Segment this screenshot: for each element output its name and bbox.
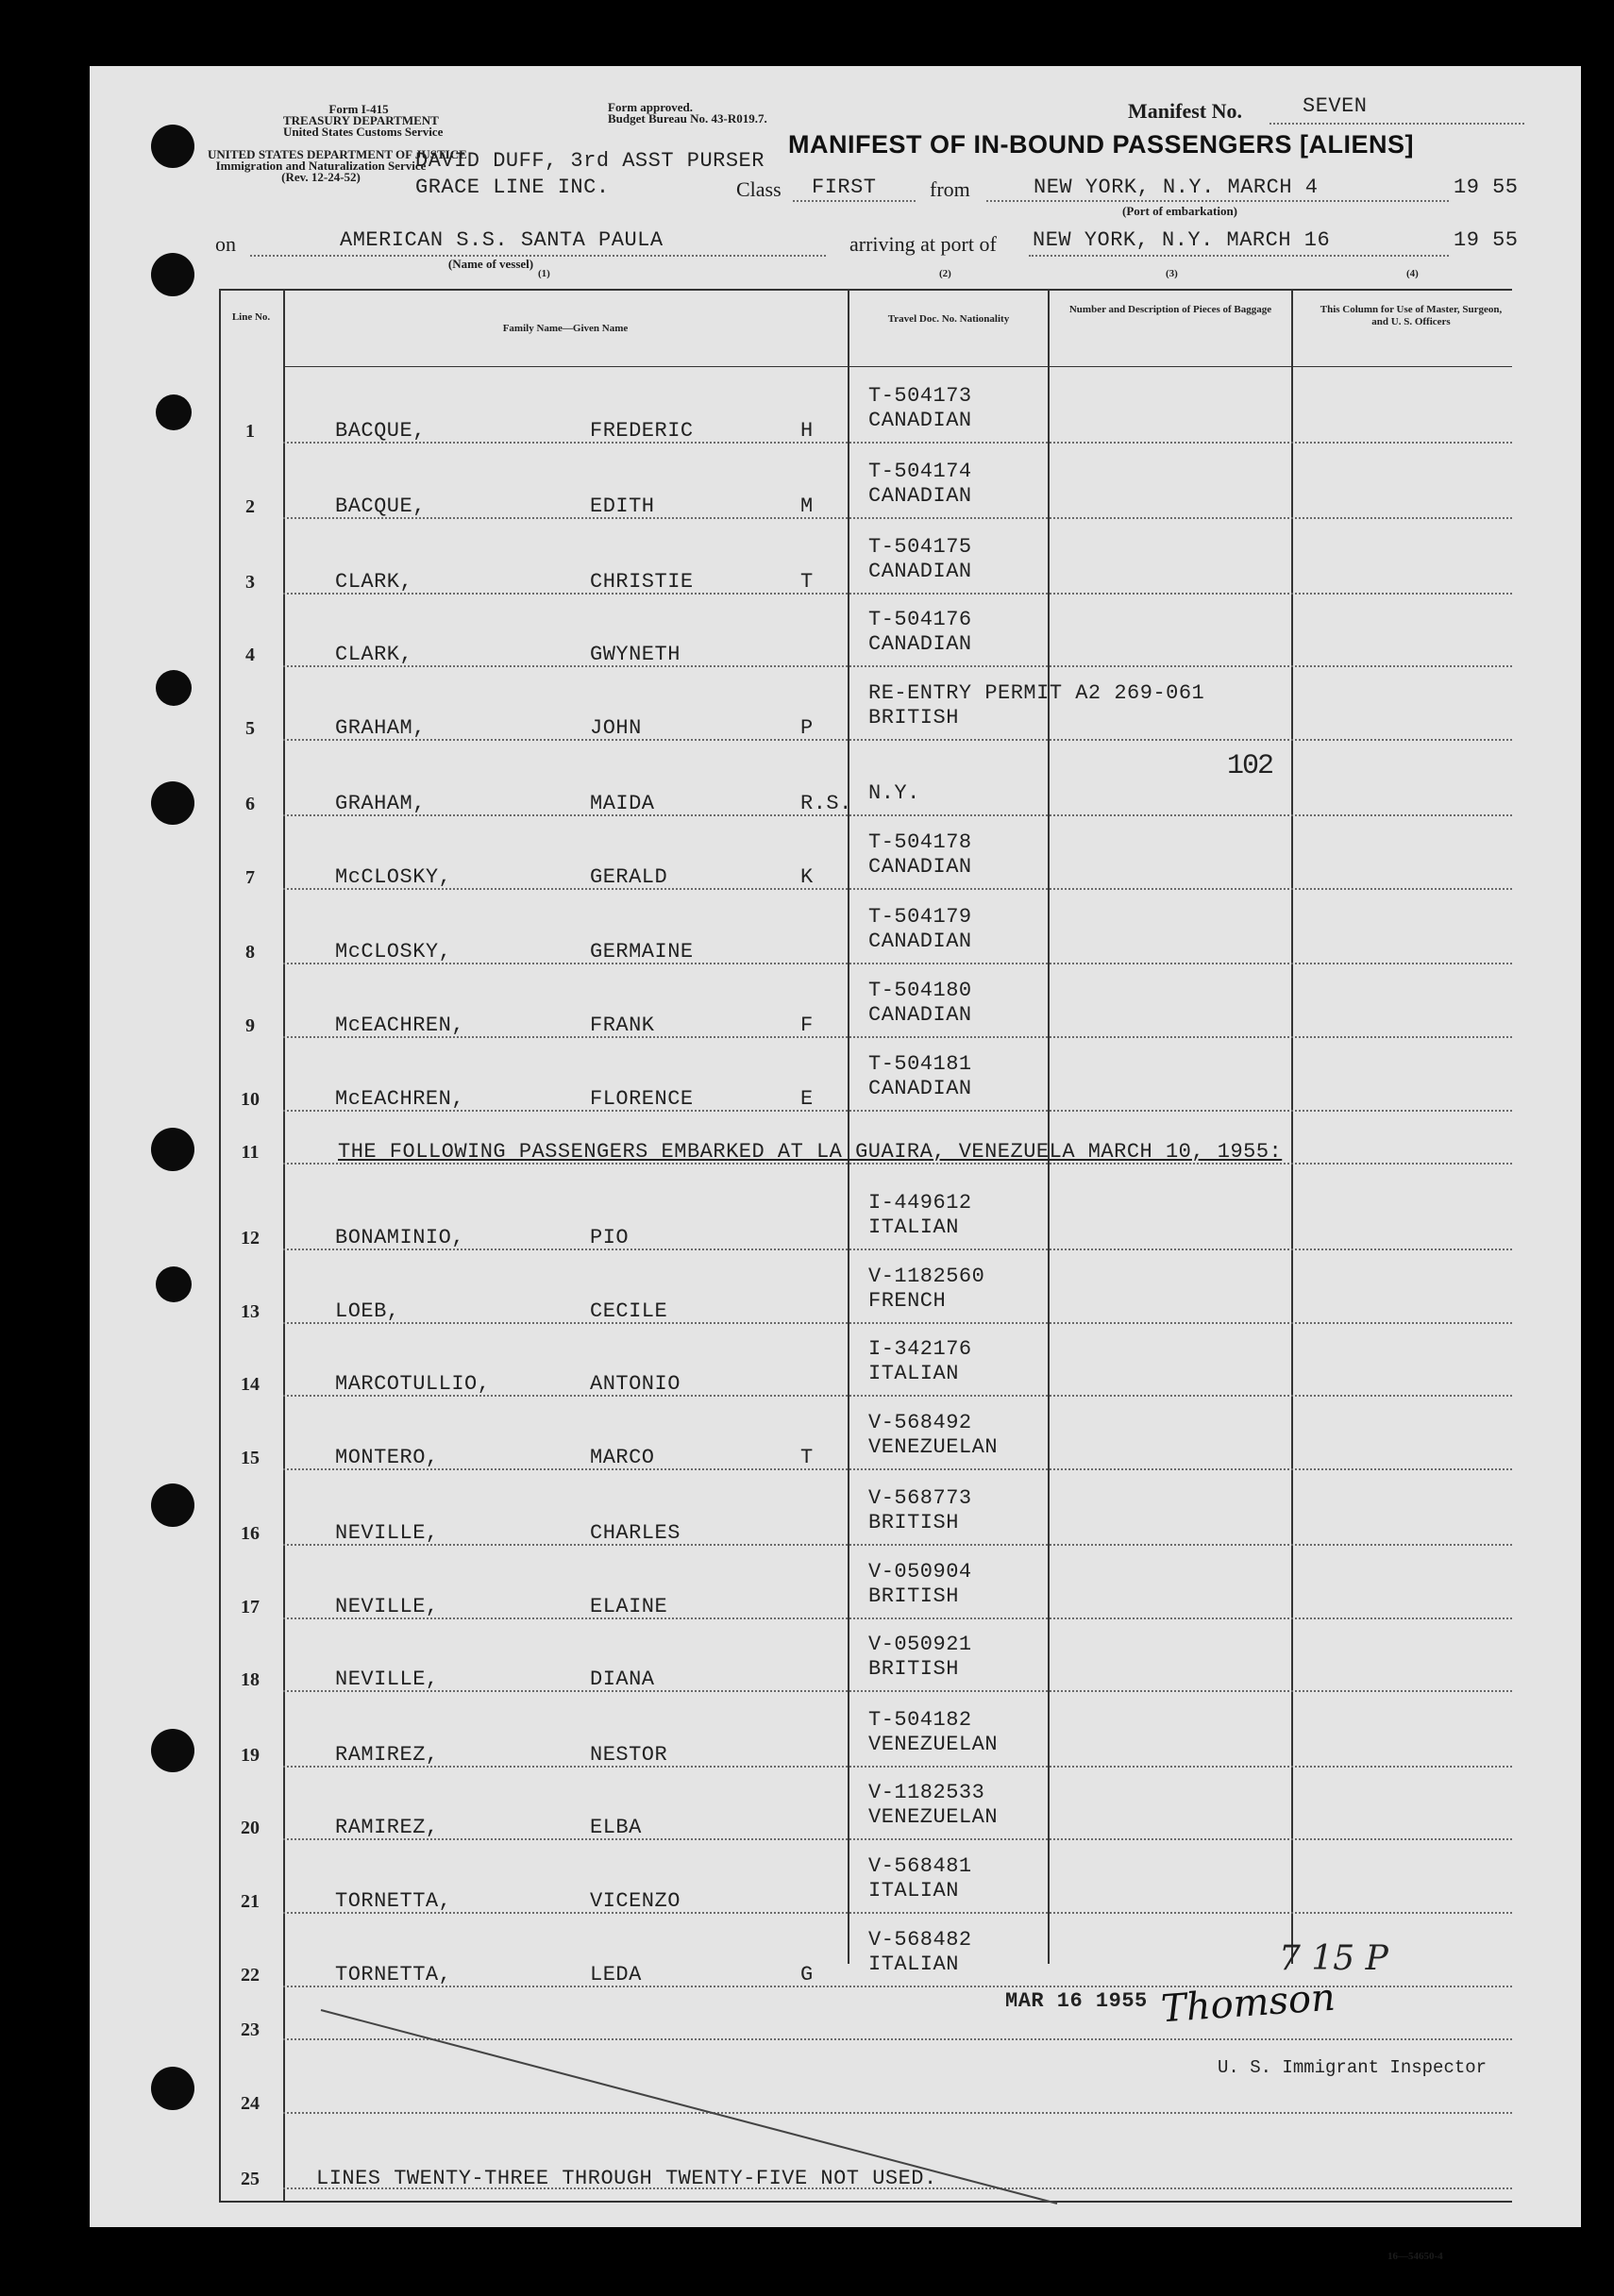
family-name: CLARK, bbox=[335, 570, 413, 594]
line-number: 21 bbox=[241, 1891, 260, 1912]
inspector-signature: Thomson bbox=[1159, 1975, 1337, 2032]
col-num-1: (1) bbox=[538, 268, 550, 279]
family-name: McCLOSKY, bbox=[335, 865, 452, 889]
travel-doc-number: V-1182533 bbox=[868, 1781, 985, 1804]
family-name: TORNETTA, bbox=[335, 1963, 452, 1986]
punch-hole bbox=[151, 253, 194, 296]
line-number: 25 bbox=[241, 2169, 260, 2189]
line-number: 16 bbox=[241, 1523, 260, 1544]
punch-hole bbox=[151, 1128, 194, 1171]
family-name: McEACHREN, bbox=[335, 1087, 465, 1111]
nationality: CANADIAN bbox=[868, 632, 972, 656]
family-name: LOEB, bbox=[335, 1299, 400, 1323]
travel-class: FIRST bbox=[812, 176, 877, 199]
line-number: 22 bbox=[241, 1965, 260, 1986]
travel-doc-number: T-504180 bbox=[868, 979, 972, 1002]
revision-date: (Rev. 12-24-52) bbox=[281, 170, 361, 184]
nationality: ITALIAN bbox=[868, 1879, 959, 1902]
given-name: FREDERIC bbox=[590, 419, 694, 443]
middle-initial: M bbox=[800, 494, 814, 518]
port-of-embarkation: NEW YORK, N.Y. MARCH 4 bbox=[1034, 176, 1319, 199]
line-number: 14 bbox=[241, 1374, 260, 1395]
line-number: 13 bbox=[241, 1301, 260, 1322]
manifest-number: SEVEN bbox=[1303, 94, 1368, 118]
given-name: EDITH bbox=[590, 494, 655, 518]
treasury-department: TREASURY DEPARTMENT bbox=[283, 113, 439, 127]
middle-initial: E bbox=[800, 1087, 814, 1111]
travel-doc-number: T-504174 bbox=[868, 460, 972, 483]
from-label: from bbox=[930, 177, 970, 201]
line-number: 1 bbox=[245, 421, 255, 442]
punch-hole bbox=[156, 1266, 192, 1302]
given-name: VICENZO bbox=[590, 1889, 681, 1913]
nationality: CANADIAN bbox=[868, 1077, 972, 1100]
nationality: BRITISH bbox=[868, 1584, 959, 1608]
vessel-name: AMERICAN S.S. SANTA PAULA bbox=[340, 228, 664, 252]
nationality: ITALIAN bbox=[868, 1362, 959, 1385]
middle-initial: R.S. bbox=[800, 792, 852, 815]
margin-note: 7 15 P bbox=[1279, 1939, 1388, 1978]
punch-hole bbox=[156, 394, 192, 430]
line-number: 15 bbox=[241, 1448, 260, 1468]
family-name: GRAHAM, bbox=[335, 716, 426, 740]
punch-hole bbox=[156, 670, 192, 706]
family-name: BACQUE, bbox=[335, 494, 426, 518]
purser-name: DAVID DUFF, 3rd ASST PURSER bbox=[415, 149, 765, 173]
travel-doc-number: V-568492 bbox=[868, 1411, 972, 1434]
travel-doc-number: V-050904 bbox=[868, 1560, 972, 1584]
family-name: TORNETTA, bbox=[335, 1889, 452, 1913]
col-header-baggage: Number and Description of Pieces of Baggage bbox=[1068, 304, 1272, 315]
nationality: CANADIAN bbox=[868, 1003, 972, 1027]
lines-not-used-note: LINES TWENTY-THREE THROUGH TWENTY-FIVE NOT USED. bbox=[316, 2167, 937, 2190]
family-name: MARCOTULLIO, bbox=[335, 1372, 491, 1396]
travel-doc-number: V-050921 bbox=[868, 1633, 972, 1656]
travel-doc-number: T-504181 bbox=[868, 1052, 972, 1076]
middle-initial: G bbox=[800, 1963, 814, 1986]
given-name: DIANA bbox=[590, 1668, 655, 1691]
line-number: 7 bbox=[245, 867, 255, 888]
line-number: 18 bbox=[241, 1669, 260, 1690]
vessel-caption: (Name of vessel) bbox=[447, 257, 534, 271]
nationality: BRITISH bbox=[868, 706, 959, 729]
given-name: MAIDA bbox=[590, 792, 655, 815]
family-name: NEVILLE, bbox=[335, 1668, 439, 1691]
nationality: CANADIAN bbox=[868, 560, 972, 583]
middle-initial: T bbox=[800, 1446, 814, 1469]
given-name: PIO bbox=[590, 1226, 630, 1249]
travel-doc-number: T-504176 bbox=[868, 608, 972, 631]
travel-doc-number: V-568482 bbox=[868, 1928, 972, 1952]
line-number: 3 bbox=[245, 572, 255, 593]
family-name: RAMIREZ, bbox=[335, 1743, 439, 1767]
form-footer-code: 16—54650-4 bbox=[1387, 2251, 1443, 2262]
family-name: BACQUE, bbox=[335, 419, 426, 443]
family-name: McEACHREN, bbox=[335, 1014, 465, 1037]
nationality: VENEZUELAN bbox=[868, 1435, 999, 1459]
line-number: 5 bbox=[245, 718, 255, 739]
travel-doc-number: I-449612 bbox=[868, 1191, 972, 1215]
given-name: GERMAINE bbox=[590, 940, 694, 964]
travel-doc-number: RE-ENTRY PERMIT A2 269-061 bbox=[868, 681, 1205, 705]
punch-hole bbox=[151, 2067, 194, 2110]
line-number: 4 bbox=[245, 645, 255, 665]
arriving-label: arriving at port of bbox=[849, 232, 997, 256]
strike-line bbox=[311, 2001, 1067, 2208]
nationality: ITALIAN bbox=[868, 1952, 959, 1976]
family-name: NEVILLE, bbox=[335, 1521, 439, 1545]
budget-bureau: Budget Bureau No. 43-R019.7. bbox=[608, 111, 767, 126]
given-name: GWYNETH bbox=[590, 643, 681, 666]
family-name: RAMIREZ, bbox=[335, 1816, 439, 1839]
embarkation-caption: (Port of embarkation) bbox=[1121, 204, 1238, 218]
travel-doc-number: I-342176 bbox=[868, 1337, 972, 1361]
travel-doc-number: T-504178 bbox=[868, 830, 972, 854]
embarkation-year: 19 55 bbox=[1454, 176, 1519, 199]
family-name: McCLOSKY, bbox=[335, 940, 452, 964]
middle-initial: P bbox=[800, 716, 814, 740]
line-number: 6 bbox=[245, 794, 255, 814]
inspection-stamp-date: MAR 16 1955 bbox=[1005, 1989, 1148, 2013]
line-number: 23 bbox=[241, 2019, 260, 2040]
col-num-3: (3) bbox=[1166, 268, 1178, 279]
port-of-arrival: NEW YORK, N.Y. MARCH 16 bbox=[1033, 228, 1331, 252]
nationality: N.Y. bbox=[868, 781, 920, 805]
given-name: NESTOR bbox=[590, 1743, 668, 1767]
punch-hole bbox=[151, 125, 194, 168]
nationality: BRITISH bbox=[868, 1511, 959, 1534]
embark-note: THE FOLLOWING PASSENGERS EMBARKED AT LA GUAIRA, VENEZUELA MARCH 10, 1955: bbox=[338, 1140, 1283, 1164]
travel-doc-number: T-504173 bbox=[868, 384, 972, 408]
immigration-service: Immigration and Naturalization Service bbox=[215, 159, 427, 173]
arrival-year: 19 55 bbox=[1454, 228, 1519, 252]
nationality: CANADIAN bbox=[868, 930, 972, 953]
family-name: GRAHAM, bbox=[335, 792, 426, 815]
line-number: 8 bbox=[245, 942, 255, 963]
travel-doc-number: T-504175 bbox=[868, 535, 972, 559]
middle-initial: T bbox=[800, 570, 814, 594]
given-name: MARCO bbox=[590, 1446, 655, 1469]
nationality: BRITISH bbox=[868, 1657, 959, 1681]
col-header-name: Family Name—Given Name bbox=[502, 323, 629, 334]
given-name: FRANK bbox=[590, 1014, 655, 1037]
nationality: CANADIAN bbox=[868, 484, 972, 508]
given-name: JOHN bbox=[590, 716, 642, 740]
punch-hole bbox=[151, 1729, 194, 1772]
line-number: 10 bbox=[241, 1089, 260, 1110]
customs-service: United States Customs Service bbox=[283, 125, 444, 139]
punch-hole bbox=[151, 781, 194, 825]
nationality: VENEZUELAN bbox=[868, 1733, 999, 1756]
given-name: ANTONIO bbox=[590, 1372, 681, 1396]
punch-hole bbox=[151, 1483, 194, 1527]
given-name: GERALD bbox=[590, 865, 668, 889]
given-name: ELBA bbox=[590, 1816, 642, 1839]
family-name: CLARK, bbox=[335, 643, 413, 666]
form-approved: Form approved. bbox=[608, 100, 694, 114]
given-name: CHARLES bbox=[590, 1521, 681, 1545]
travel-doc-number: T-504179 bbox=[868, 905, 972, 929]
travel-doc-number: V-568773 bbox=[868, 1486, 972, 1510]
line-number: 2 bbox=[245, 496, 255, 517]
family-name: NEVILLE, bbox=[335, 1595, 439, 1618]
line-number: 17 bbox=[241, 1597, 260, 1617]
department-of-justice: UNITED STATES DEPARTMENT OF JUSTICE bbox=[208, 147, 467, 161]
given-name: LEDA bbox=[590, 1963, 642, 1986]
nationality: VENEZUELAN bbox=[868, 1805, 999, 1829]
baggage-mark: 102 bbox=[1227, 750, 1273, 782]
col-header-officers: This Column for Use of Master, Surgeon, and U. S. Officers bbox=[1320, 304, 1503, 327]
given-name: CHRISTIE bbox=[590, 570, 694, 594]
on-label: on bbox=[215, 232, 236, 256]
middle-initial: F bbox=[800, 1014, 814, 1037]
manifest-title: MANIFEST OF IN-BOUND PASSENGERS [ALIENS] bbox=[788, 130, 1415, 159]
line-number: 24 bbox=[241, 2093, 260, 2114]
line-number: 9 bbox=[245, 1015, 255, 1036]
col-num-4: (4) bbox=[1406, 268, 1419, 279]
line-number: 19 bbox=[241, 1745, 260, 1766]
travel-doc-number: T-504182 bbox=[868, 1708, 972, 1732]
col-header-doc: Travel Doc. No. Nationality bbox=[887, 313, 1010, 325]
middle-initial: H bbox=[800, 419, 814, 443]
family-name: BONAMINIO, bbox=[335, 1226, 465, 1249]
manifest-number-label: Manifest No. bbox=[1128, 99, 1242, 123]
travel-doc-number: V-1182560 bbox=[868, 1265, 985, 1288]
form-number: Form I-415 bbox=[328, 102, 389, 116]
given-name: ELAINE bbox=[590, 1595, 668, 1618]
given-name: FLORENCE bbox=[590, 1087, 694, 1111]
travel-doc-number: V-568481 bbox=[868, 1854, 972, 1878]
shipping-line: GRACE LINE INC. bbox=[415, 176, 610, 199]
given-name: CECILE bbox=[590, 1299, 668, 1323]
middle-initial: K bbox=[800, 865, 814, 889]
line-number: 11 bbox=[241, 1142, 260, 1163]
nationality: CANADIAN bbox=[868, 409, 972, 432]
line-number: 12 bbox=[241, 1228, 260, 1249]
col-num-2: (2) bbox=[939, 268, 951, 279]
line-number: 20 bbox=[241, 1818, 260, 1838]
class-label: Class bbox=[736, 177, 782, 201]
col-header-line-no: Line No. bbox=[231, 311, 271, 323]
nationality: ITALIAN bbox=[868, 1215, 959, 1239]
inspector-title: U. S. Immigrant Inspector bbox=[1218, 2057, 1488, 2078]
nationality: FRENCH bbox=[868, 1289, 947, 1313]
nationality: CANADIAN bbox=[868, 855, 972, 879]
family-name: MONTERO, bbox=[335, 1446, 439, 1469]
